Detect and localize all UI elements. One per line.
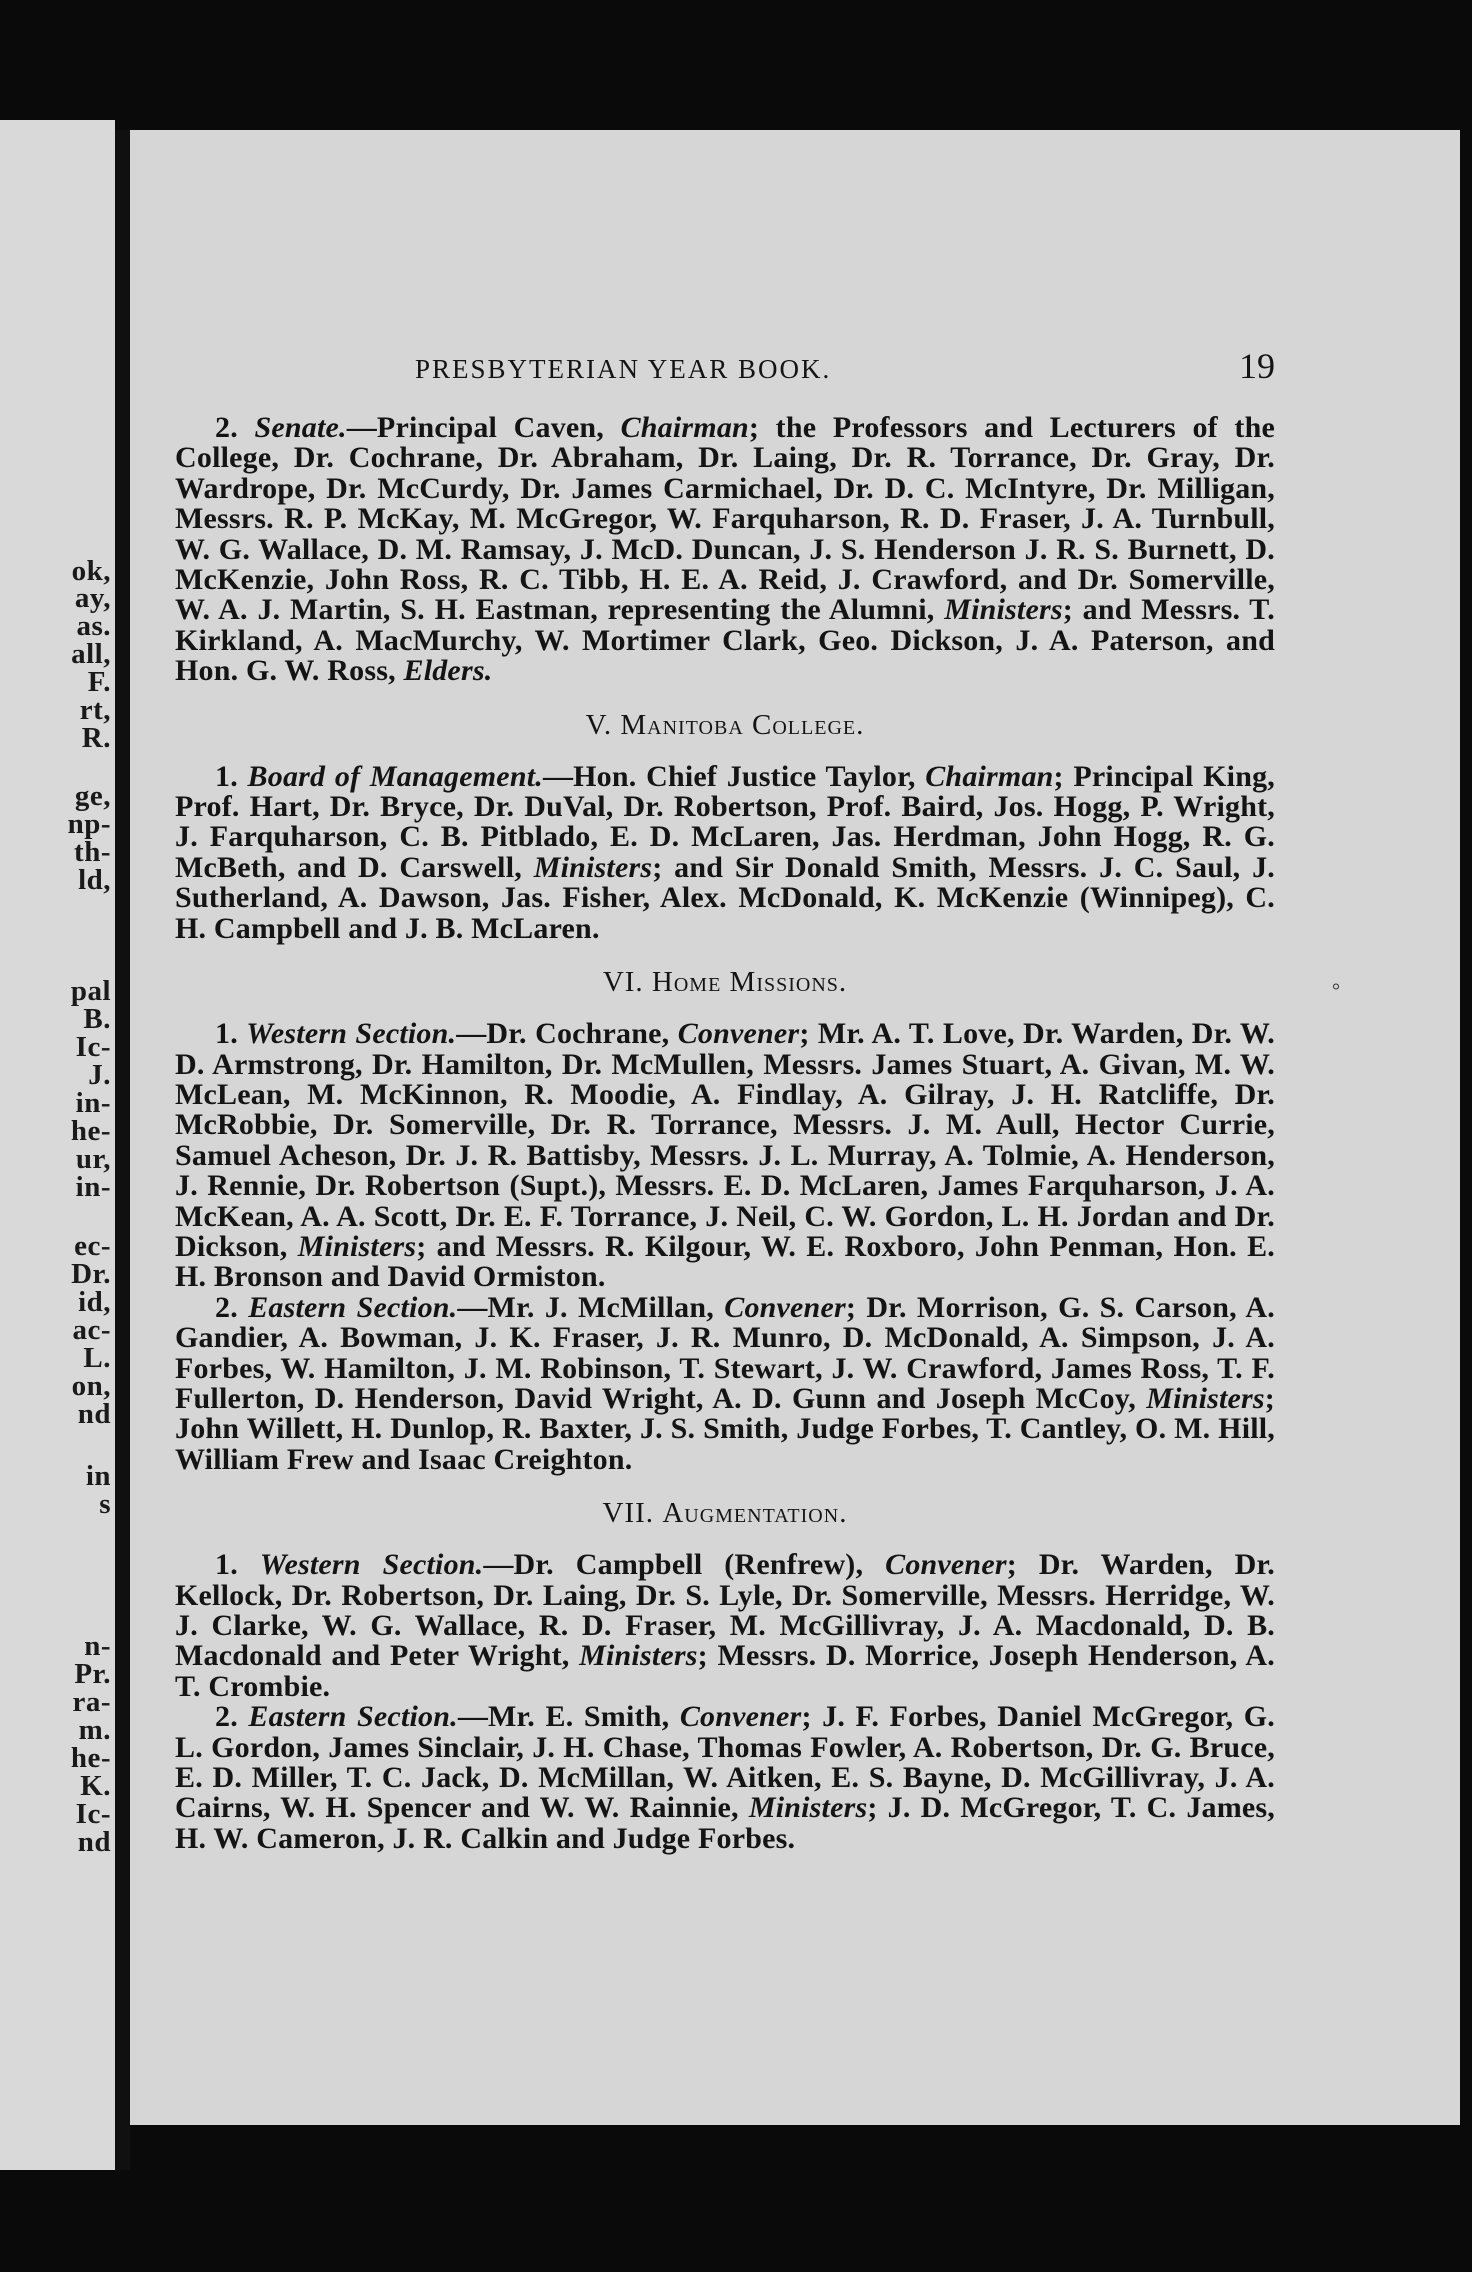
facing-page-fragment: ge, — [74, 780, 111, 812]
role-label: Ministers — [533, 850, 653, 884]
item-text: —Mr. E. Smith, — [457, 1700, 680, 1734]
role-label: Chairman — [620, 411, 749, 444]
item-number: 2. — [215, 411, 238, 444]
item-label: Western Section. — [246, 1017, 457, 1051]
item-label: Board of Management. — [247, 759, 543, 793]
augmentation-eastern-paragraph — [175, 1702, 1275, 1854]
section-number: V. — [585, 708, 613, 741]
role-label: Ministers — [297, 1229, 417, 1263]
home-missions-eastern-paragraph — [175, 1290, 1275, 1476]
facing-page-fragment: ec- — [74, 1230, 111, 1262]
item-text: ; J. D. McGregor, T. C. James, H. W. Cameron, J. R. Calkin and Judge Forbes. — [175, 1791, 1275, 1855]
facing-page-fragment: n- — [84, 1630, 111, 1662]
item-label: Western Section. — [259, 1548, 484, 1582]
item-text: ; the Professors and Lecturers of the College, Dr. Cochrane, Dr. Abraham, Dr. Laing, Dr. R. Torrance, Dr. Gray, Dr. Wardrope, Dr. McCurdy, Dr. James Carmichael, Dr. D. C. McIntyre, Dr. Milligan, Messrs. R. P. McKay, M. McGregor, W. Farquharson, R. D. Fraser, J. A. Turnbull, W. G. Wallace, D. M. Ramsay, J. McD. Duncan, J. S. Henderson J. R. S. Burnett, D. McKenzie, John Ross, R. C. Tibb, H. E. A. Reid, J. Crawford, and Dr. Somerville, W. A. J. Martin, S. H. Eastman, representing the Alumni, — [175, 411, 1275, 627]
item-number: 1. — [215, 759, 238, 793]
facing-page-fragment: on, — [71, 1370, 111, 1402]
facing-page-fragment: ur, — [75, 1143, 111, 1175]
facing-page-fragment: Pr. — [74, 1658, 111, 1690]
facing-page-fragment: in- — [75, 1087, 111, 1119]
item-number: 2. — [215, 1700, 238, 1734]
item-text: ; and Messrs. R. Kilgour, W. E. Roxboro, John Penman, Hon. E. H. Bronson and David Ormiston. — [175, 1229, 1275, 1294]
facing-page-fragment: in- — [75, 1171, 111, 1203]
running-header — [175, 345, 1275, 387]
role-label: Convener — [724, 1290, 846, 1324]
section-number: VII. — [602, 1497, 655, 1530]
facing-page-fragment: ld, — [78, 864, 111, 896]
facing-page-fragment: Ic- — [75, 1031, 111, 1063]
facing-page-fragment: F. — [87, 666, 111, 698]
augmentation-western-paragraph — [175, 1550, 1275, 1702]
role-label: Elders. — [403, 654, 493, 688]
facing-page-fragment: L. — [83, 1342, 111, 1374]
item-text: ; and Sir Donald Smith, Messrs. J. C. Saul, J. Sutherland, A. Dawson, Jas. Fisher, Alex. McDonald, K. McKenzie (Winnipeg), C. H. Campbell and J. B. McLaren. — [175, 850, 1275, 945]
running-title: PRESBYTERIAN YEAR BOOK. — [415, 354, 832, 384]
facing-page-fragment: m. — [78, 1714, 111, 1746]
item-text: ; J. F. Forbes, Daniel McGregor, G. L. Gordon, James Sinclair, J. H. Chase, Thomas Fowler, A. Robertson, Dr. G. Bruce, E. D. Miller, T. C. Jack, D. McMillan, W. Aitken, E. S. Bayne, D. McGillivray, J. A. Cairns, W. H. Spencer and W. W. Rainnie, — [175, 1700, 1275, 1825]
facing-page-fragment: s — [99, 1488, 111, 1520]
item-number: 1. — [215, 1548, 238, 1582]
item-text: —Hon. Chief Justice Taylor, — [542, 759, 926, 793]
item-text: ; John Willett, H. Dunlop, R. Baxter, J. S. Smith, Judge Forbes, T. Cantley, O. M. Hill, William Frew and Isaac Creighton. — [175, 1381, 1275, 1476]
role-label: Ministers — [1146, 1381, 1265, 1415]
facing-page-fragment: ay, — [74, 582, 111, 614]
role-label: Ministers — [579, 1639, 698, 1673]
item-text: ; Principal King, Prof. Hart, Dr. Bryce, Dr. DuVal, Dr. Robertson, Prof. Baird, Jos. Hogg, P. Wright, J. Farquharson, C. B. Pitblado, E. D. McLaren, Jas. Herdman, John Hogg, R. G. McBeth, and D. Carswell, — [175, 759, 1275, 884]
section-title: Augmentation. — [662, 1497, 848, 1530]
facing-page-fragment: all, — [71, 638, 111, 670]
item-number: 2. — [215, 1290, 238, 1324]
facing-page-fragment: in — [85, 1460, 111, 1492]
facing-page-fragment: rt, — [79, 694, 111, 726]
item-label: Eastern Section. — [248, 1700, 458, 1734]
item-text: —Dr. Cochrane, — [456, 1017, 678, 1051]
item-text: ; Mr. A. T. Love, Dr. Warden, Dr. W. D. Armstrong, Dr. Hamilton, Dr. McMullen, Messrs. James Stuart, A. Givan, M. W. McLean, M. McKinnon, R. Moodie, A. Findlay, A. Gilray, J. H. Ratcliffe, Dr. McRobbie, Dr. Somerville, Dr. R. Torrance, Messrs. J. M. Aull, Hector Currie, Samuel Acheson, Dr. J. R. Battisby, Messrs. J. L. Murray, A. Tolmie, A. Henderson, J. Rennie, Dr. Robertson (Supt.), Messrs. E. D. McLaren, James Farquharson, J. A. McKean, A. A. Scott, Dr. E. F. Torrance, J. Neil, C. W. Gordon, L. H. Jordan and Dr. Dickson, — [175, 1017, 1275, 1263]
facing-page-fragment: ra- — [72, 1686, 111, 1718]
item-text: —Dr. Campbell (Renfrew), — [483, 1548, 886, 1582]
section-title: Manitoba College. — [620, 708, 865, 741]
item-text: ; Dr. Morrison, G. S. Carson, A. Gandier, A. Bowman, J. K. Fraser, J. R. Munro, D. McDonald, A. Simpson, J. A. Forbes, W. Hamilton, J. M. Robinson, T. Stewart, J. W. Crawford, James Ross, T. F. Fullerton, D. Henderson, David Wright, A. D. Gunn and Joseph McCoy, — [175, 1290, 1275, 1415]
facing-page-edge — [0, 120, 115, 2170]
role-label: Chairman — [925, 759, 1054, 793]
facing-page-fragment: R. — [81, 722, 111, 754]
role-label: Convener — [677, 1017, 800, 1051]
facing-page-fragment: he- — [70, 1115, 111, 1147]
facing-page-fragment: K. — [80, 1770, 111, 1802]
facing-page-fragment: as. — [76, 610, 111, 642]
item-text: ; Dr. Warden, Dr. Kellock, Dr. Robertson, Dr. Laing, Dr. S. Lyle, Dr. Somerville, Messrs. Herridge, W. J. Clarke, W. G. Wallace, R. D. Fraser, M. McGillivray, J. A. Macdonald, D. B. Macdonald and Peter Wright, — [175, 1548, 1275, 1673]
facing-page-fragment: Dr. — [71, 1258, 111, 1290]
book-page — [130, 130, 1460, 2125]
page-number: 19 — [1239, 346, 1275, 386]
section-title: Home Missions. — [651, 966, 848, 999]
facing-page-fragment: B. — [83, 1003, 111, 1035]
facing-page-fragment: ok, — [71, 555, 111, 587]
role-label: Ministers — [748, 1791, 868, 1825]
facing-page-fragment: he- — [70, 1742, 111, 1774]
facing-page-fragment: nd — [77, 1826, 111, 1858]
page-content — [175, 345, 1275, 1854]
item-text: ; and Messrs. T. Kirkland, A. MacMurchy, W. Mortimer Clark, Geo. Dickson, J. A. Paterson, and Hon. G. W. Ross, — [175, 593, 1275, 688]
item-text: —Principal Caven, — [346, 411, 621, 444]
home-missions-western-paragraph — [175, 1019, 1275, 1293]
book-gutter — [115, 130, 130, 2170]
page-speck: ° — [1332, 980, 1340, 1002]
item-number: 1. — [215, 1017, 238, 1051]
role-label: Convener — [679, 1700, 802, 1734]
item-label: Senate. — [254, 411, 347, 444]
facing-page-fragment: np- — [67, 808, 111, 840]
facing-page-fragment: ac- — [72, 1314, 111, 1346]
section-heading-augmentation — [175, 1497, 1275, 1530]
facing-page-fragment: id, — [78, 1286, 111, 1318]
item-text: —Mr. J. McMillan, — [457, 1290, 725, 1324]
facing-page-fragment: pal — [70, 975, 111, 1007]
role-label: Ministers — [944, 593, 1063, 627]
item-label: Eastern Section. — [248, 1290, 458, 1324]
facing-page-fragment: th- — [74, 836, 111, 868]
section-number: VI. — [602, 966, 644, 999]
role-label: Convener — [885, 1548, 1007, 1582]
section-heading-manitoba — [175, 709, 1275, 742]
facing-page-fragment: Ic- — [75, 1798, 111, 1830]
facing-page-fragment: nd — [77, 1398, 111, 1430]
facing-page-fragment: J. — [88, 1059, 111, 1091]
senate-paragraph — [175, 413, 1275, 687]
manitoba-paragraph — [175, 759, 1275, 945]
section-heading-home-missions — [175, 966, 1275, 999]
item-text: ; Messrs. D. Morrice, Joseph Henderson, A. T. Crombie. — [175, 1639, 1275, 1703]
